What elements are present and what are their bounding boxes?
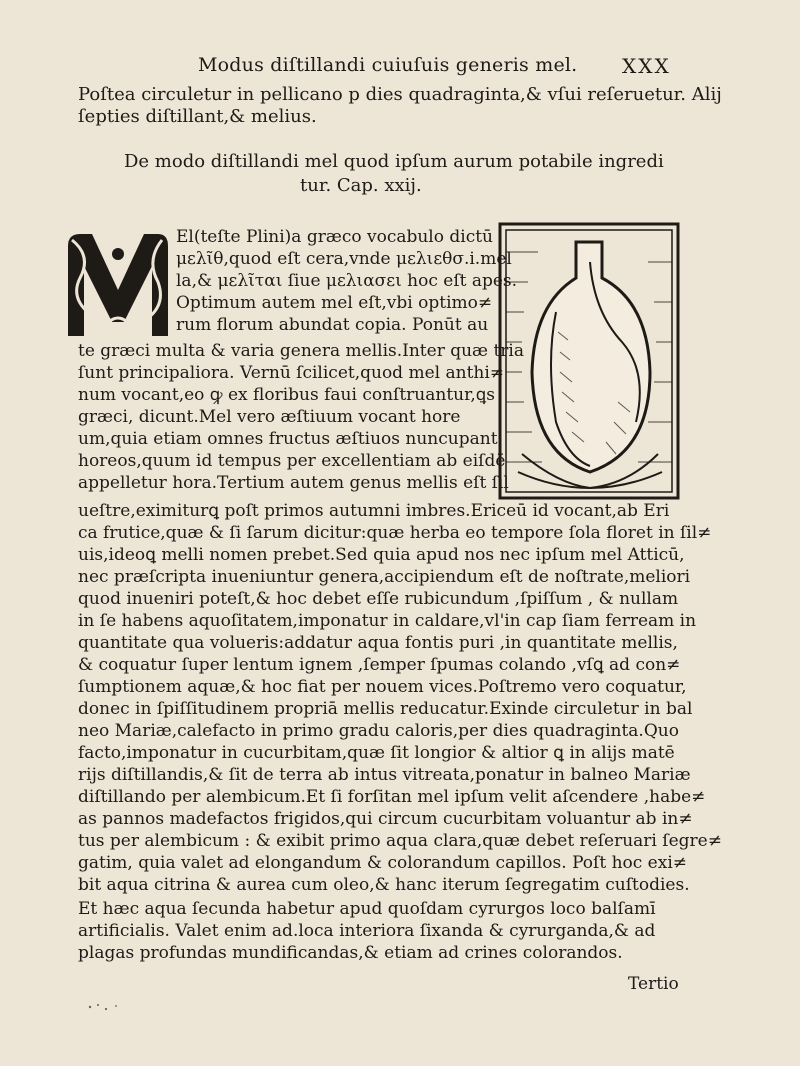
page-header [0,52,800,86]
text-line: artificialis. Valet enim ad.loca interiora ſixanda & cyrurganda,& ad [78,921,656,941]
text-line: diſtillando per alembicum.Et ſi forſitan mel ipſum velit aſcendere ,habe≠ [78,787,706,807]
text-line: num vocant,eo ꝙ ex floribus faui conſtruantur,ꝗs [78,385,495,405]
running-title: Modus diſtillandi cuiuſuis generis mel. [198,54,578,76]
ink-smudge-icon [86,1000,126,1014]
ornamental-initial-m-icon [62,226,174,344]
text-line: plagas profundas mundificandas,& etiam ad crines colorandos. [78,943,623,963]
chapter-title: De modo diſtillandi mel quod ipſum aurum potabile ingredi [124,151,664,172]
text-line: horeos,quum id tempus per excellentiam ab eiſdē [78,451,506,471]
intro-line: Poſtea circuletur in pellicano p dies quadraginta,& vſui reſeruetur. Alij [78,84,722,105]
text-line: rijs diſtillandis,& ſit de terra ab intus vitreata,ponatur in balneo Mariӕ [78,765,691,785]
text-line: tus per alembicum : & exibit primo aqua clara,quӕ debet reſeruari ſegre≠ [78,831,722,851]
text-line: grӕci, dicunt.Mel vero ӕſtiuum vocant hore [78,407,461,427]
text-line: appelletur hora.Tertium autem genus mellis eſt ſil [78,473,509,493]
text-line: bit aqua citrina & aurea cum oleo,& hanc iterum ſegregatim cuſtodies. [78,875,690,895]
text-line: quantitate qua volueris:addatur aqua fontis puri ,in quantitate mellis, [78,633,678,653]
text-line: Optimum autem mel eſt,vbi optimo≠ [176,293,493,313]
text-line: μελῖθ,quod eſt cera,vnde μελιεθσ.i.mel [176,249,512,269]
intro-line: ſepties diſtillant,& melius. [78,106,317,127]
text-line: & coquatur ſuper lentum ignem ,ſemper ſpumas colando ,vſꝗ ad con≠ [78,655,681,675]
text-line: uis,ideoꝗ melli nomen prebet.Sed quia apud nos nec ipſum mel Atticū, [78,545,685,565]
text-line: te grӕci multa & varia genera mellis.Inter quӕ tria [78,341,524,361]
text-line: neo Mariӕ,calefacto in primo gradu caloris,per dies quadraginta.Quo [78,721,679,741]
folio-number: XXX [622,54,671,78]
text-line: facto,imponatur in cucurbitam,quӕ ſit longior & altior ꝗ in alijs matē [78,743,675,763]
text-line: um,quia etiam omnes fructus ӕſtiuos nuncupant [78,429,498,449]
text-line: nec prӕſcripta inueniuntur genera,accipiendum eſt de noſtrate,meliori [78,567,691,587]
text-line: rum florum abundat copia. Ponūt au [176,315,489,335]
text-line: ſumptionem aquӕ,& hoc fiat per nouem vices.Poſtremo vero coquatur, [78,677,687,697]
text-line: in ſe habens aquoſitatem,imponatur in caldare,vl'in cap ſiam ferream in [78,611,697,631]
text-line: quod inueniri poteſt,& hoc debet eſſe rubicundum ,ſpiſſum , & nullam [78,589,679,609]
text-line: ſunt principaliora. Vernū ſcilicet,quod mel anthi≠ [78,363,505,383]
honey-alembic-vessel-woodcut-icon [498,222,680,500]
text-line: ca frutice,quӕ & ſi ſarum dicitur:quӕ herba eo tempore ſola floret in ſil≠ [78,523,712,543]
text-line: as pannos madefactos frigidos,qui circum cucurbitam voluantur ab in≠ [78,809,693,829]
text-line: donec in ſpiſſitudinem propriā mellis reducatur.Exinde circuletur in bal [78,699,693,719]
text-line: la,& μελῖται ſiue μελιασει hoc eſt apes. [176,271,518,291]
chapter-number: tur. Cap. xxij. [300,175,422,196]
text-line: Et hӕc aqua ſecunda habetur apud quoſdam cyrurgos loco balſamī [78,899,656,919]
catchword: Tertio [628,974,679,994]
text-line: gatim, quia valet ad elongandum & colorandum capillos. Poſt hoc exi≠ [78,853,688,873]
text-line: El(teſte Plini)a grӕco vocabulo dictū [176,227,493,247]
text-line: ueſtre,eximiturꝗ poſt primos autumni imbres.Ericeū id vocant,ab Eri [78,501,670,521]
